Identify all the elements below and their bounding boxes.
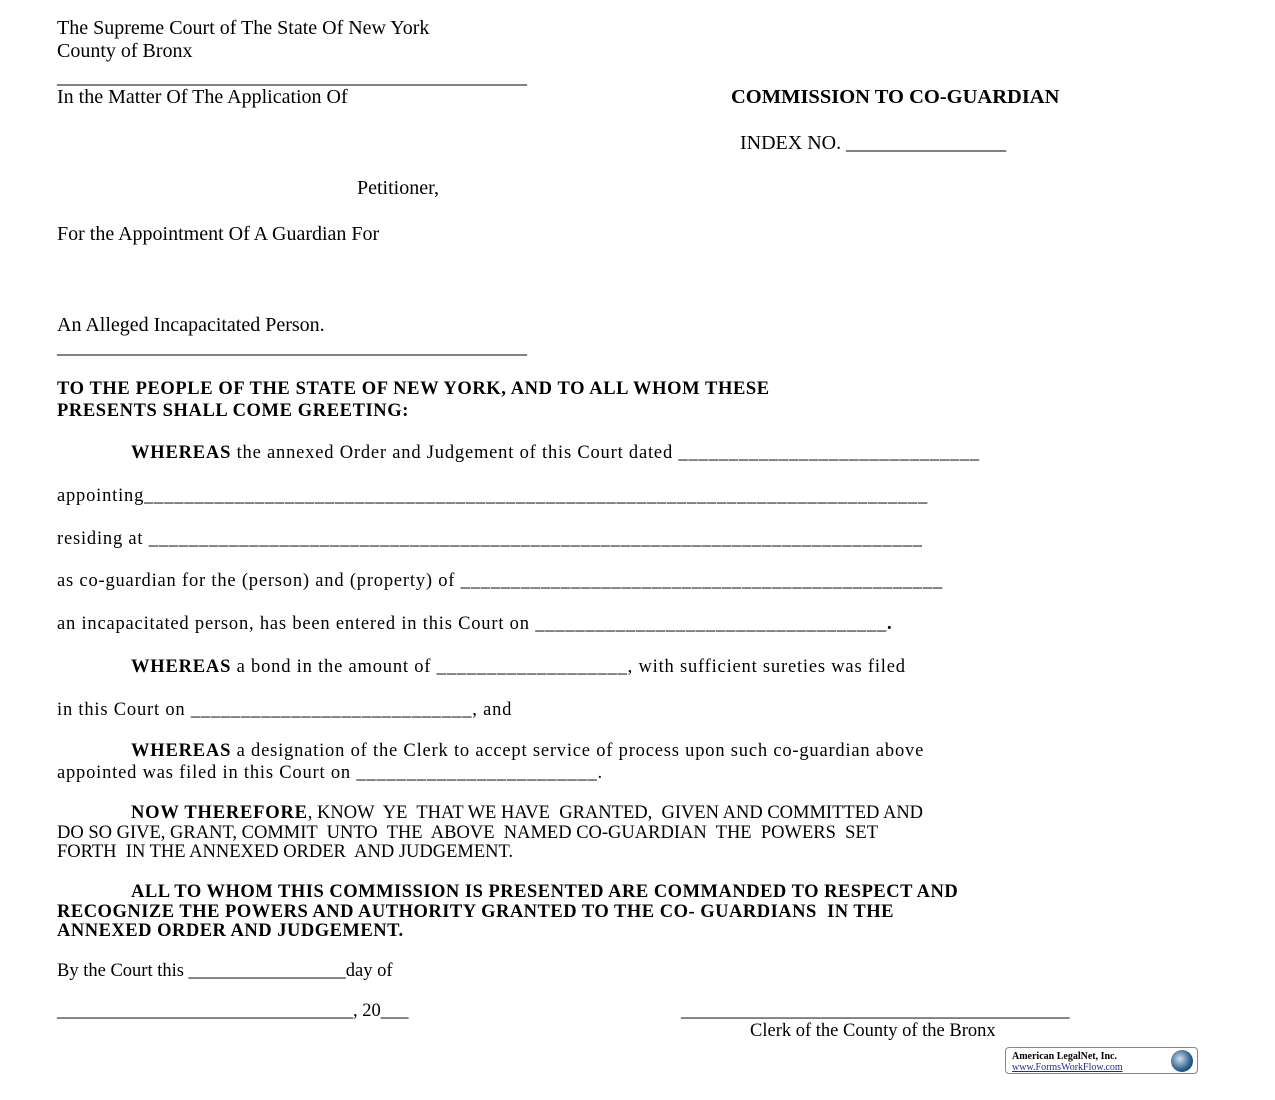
appointing-field[interactable]: appointing______________________________________________________________________________ (57, 486, 929, 506)
entered-date-field[interactable] (57, 613, 892, 635)
court-name: The Supreme Court of The State Of New York (57, 17, 430, 39)
logo-name: American LegalNet, Inc. (1012, 1051, 1117, 1062)
american-legalnet-logo[interactable] (1005, 1047, 1198, 1074)
now-therefore-text: , KNOW YE THAT WE HAVE GRANTED, GIVEN AND COMMITTED AND DO SO GIVE, GRANT, COMMIT UNTO THE ABOVE NAMED CO-GUARDIAN THE POWERS SET FORTH IN THE ANNEXED ORDER AND JUDGEMENT. (57, 803, 924, 862)
index-number-field[interactable]: INDEX NO. ________________ (740, 132, 1007, 154)
period: . (886, 614, 893, 634)
all-to-whom-paragraph: ALL TO WHOM THIS COMMISSION IS PRESENTED ARE COMMANDED TO RESPECT AND RECOGNIZE THE POWERS AND AUTHORITY GRANTED TO THE CO- GUARDIANS IN THE ANNEXED ORDER AND JUDGEMENT. (57, 882, 959, 941)
caption-matter: In the Matter Of The Application Of (57, 86, 348, 108)
designation-date-field[interactable]: appointed was filed in this Court on ________________________. (57, 763, 603, 783)
residing-field[interactable]: residing at _____________________________________________________________________________ (57, 529, 923, 549)
logo-url-link[interactable]: www.FormsWorkFlow.com (1012, 1062, 1123, 1073)
now-therefore-label: NOW THEREFORE (131, 803, 308, 823)
document-title: COMMISSION TO CO-GUARDIAN (731, 86, 1060, 108)
entered-date-text: an incapacitated person, has been entered in this Court on ___________________________________ (57, 614, 887, 634)
court-county: County of Bronx (57, 40, 193, 62)
clerk-label: Clerk of the County of the Bronx (750, 1021, 996, 1041)
coguardian-field[interactable]: as co-guardian for the (person) and (property) of ________________________________________________ (57, 571, 944, 591)
caption-person: An Alleged Incapacitated Person. (57, 314, 325, 336)
court-day-field[interactable]: By the Court this _________________day of (57, 961, 393, 981)
whereas-order (131, 442, 980, 464)
globe-icon (1171, 1050, 1193, 1072)
order-date-field[interactable]: the annexed Order and Judgement of this Court dated ______________________________ (231, 443, 980, 463)
divider: _______________________________________________ (57, 66, 527, 88)
greeting: TO THE PEOPLE OF THE STATE OF NEW YORK, AND TO ALL WHOM THESE PRESENTS SHALL COME GREETING: (57, 379, 770, 421)
now-therefore-paragraph (57, 804, 1227, 863)
whereas-label: WHEREAS (131, 657, 232, 677)
caption-petitioner: Petitioner, (357, 177, 439, 199)
bond-date-field[interactable]: in this Court on ____________________________, and (57, 700, 513, 720)
whereas-label: WHEREAS (131, 741, 232, 761)
date-year-field[interactable]: ________________________________, 20___ (57, 1001, 409, 1021)
divider: _______________________________________________ (57, 336, 527, 358)
caption-appointment: For the Appointment Of A Guardian For (57, 223, 380, 245)
whereas-label: WHEREAS (131, 443, 232, 463)
whereas-bond (131, 656, 906, 678)
clerk-signature-line[interactable]: __________________________________________ (681, 1001, 1070, 1021)
bond-amount-field[interactable]: a bond in the amount of ___________________, with sufficient sureties was filed (231, 657, 906, 677)
designation-text: a designation of the Clerk to accept service of process upon such co-guardian above (231, 741, 925, 761)
whereas-designation (131, 740, 924, 762)
